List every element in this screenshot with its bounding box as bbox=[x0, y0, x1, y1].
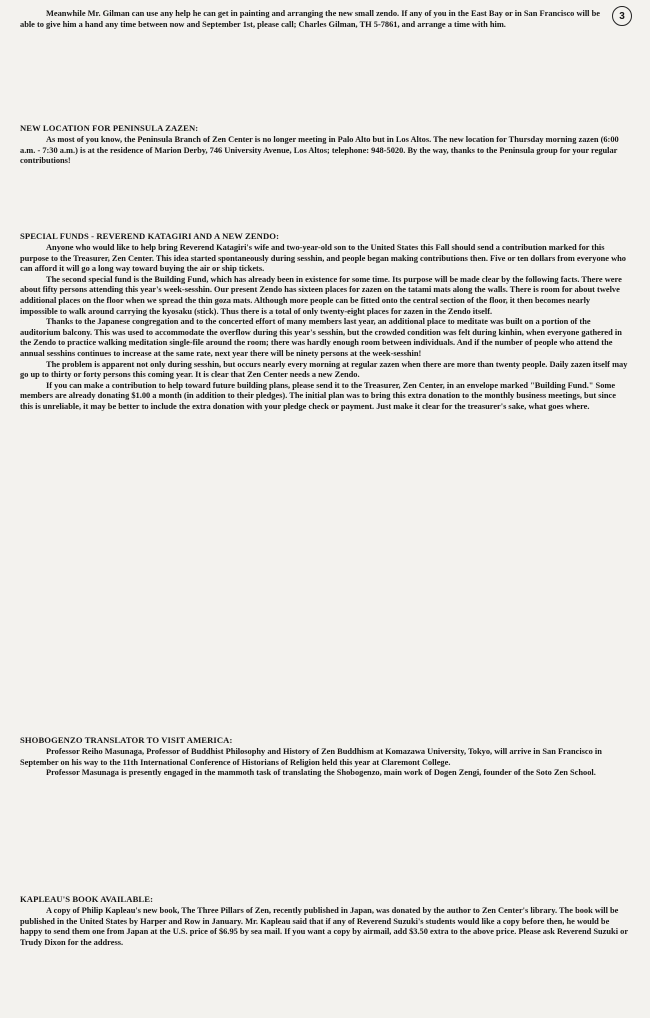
intro-block bbox=[20, 9, 605, 30]
section-paragraph: A copy of Philip Kapleau's new book, The Three Pillars of Zen, recently published in Japan, was donated by the author to Zen Center's library. The book will be published in the United States by Harper and Row in January. Mr. Kapleau said that if any of Reverend Suzuki's students would like a copy before then, he would be happy to send them one from Japan at the U.S. price of $6.95 by sea mail. If you want a copy by airmail, add $3.50 extra to the above price. Please ask Reverend Suzuki or Trudy Dixon for the address. bbox=[20, 906, 628, 947]
section-shobogenzo-translator bbox=[20, 735, 628, 779]
section-paragraph: As most of you know, the Peninsula Branch of Zen Center is no longer meeting in Palo Alto but in Los Altos. The new location for Thursday morning zazen (6:00 a.m. - 7:30 a.m.) is at the residence of Marion Derby, 746 University Avenue, Los Altos; telephone: 948-5020. By the way, thanks to the Peninsula group for your regular contributions! bbox=[20, 135, 619, 166]
section-heading: NEW LOCATION FOR PENINSULA ZAZEN: bbox=[20, 123, 199, 133]
section-special-funds bbox=[20, 231, 628, 413]
page-number: 3 bbox=[619, 10, 625, 22]
section-paragraph: Professor Masunaga is presently engaged in the mammoth task of translating the Shobogenzo, main work of Dogen Zengi, founder of the Soto Zen School. bbox=[46, 768, 596, 778]
section-paragraph: The second special fund is the Building Fund, which has already been in existence for some time. Its purpose will be made clear by the following facts. There were about fifty persons attending this year's week-sesshin. Our present Zendo has sixteen places for zazen on the tatami mats along the walls. There is room for about twelve additional places on the floor when we spread the thin goza mats. Although more people can be fitted onto the central section of the floor, it then becomes nearly impossible to walk around carrying the kyosaku (stick). Thus there is a total of only twenty-eight places for zazen in the Zendo itself. bbox=[20, 274, 622, 316]
section-heading: KAPLEAU'S BOOK AVAILABLE: bbox=[20, 894, 154, 904]
page-number-badge bbox=[612, 6, 632, 26]
section-paragraph: If you can make a contribution to help toward future building plans, please send it to the Treasurer, Zen Center, in an envelope marked "Building Fund." Some members are already donating $1.00 a month (in addition to their pledges). The initial plan was to bring this extra donation to the monthly business meetings, but since this is unreliable, it may be better to include the extra donation with your pledge check or payment. Just make it clear for the treasurer's sake, what goes where. bbox=[20, 380, 616, 411]
section-paragraph: Thanks to the Japanese congregation and to the concerted effort of many members last year, an additional place to meditate was built on a portion of the auditorium balcony. This was used to accommodate the overflow during this year's sesshin, but the crowded condition was felt during kinhin, when everyone gathered in the Zendo to practice walking meditation single-file around the room; there was hardly enough room between individuals. And if the number of people who attend the annual sesshins continues to increase at the same rate, next year there will be ninety persons at the week-sesshin! bbox=[20, 317, 622, 358]
section-peninsula-zazen bbox=[20, 123, 628, 167]
section-kapleau-book bbox=[20, 894, 628, 948]
section-heading: SPECIAL FUNDS - REVEREND KATAGIRI AND A NEW ZENDO: bbox=[20, 231, 280, 241]
section-paragraph: The problem is apparent not only during sesshin, but occurs nearly every morning at regular zazen when there are more than twenty people. Daily zazen itself may go up to thirty or forty persons this coming year. It is clear that Zen Center needs a new Zendo. bbox=[20, 359, 628, 380]
section-heading: SHOBOGENZO TRANSLATOR TO VISIT AMERICA: bbox=[20, 735, 233, 745]
intro-paragraph: Meanwhile Mr. Gilman can use any help he can get in painting and arranging the new small zendo. If any of you in the East Bay or in San Francisco will be able to give him a hand any time between now and September 1st, please call; Charles Gilman, TH 5-7861, and arrange a time with him. bbox=[20, 9, 600, 29]
section-paragraph: Professor Reiho Masunaga, Professor of Buddhist Philosophy and History of Zen Buddhism at Komazawa University, Tokyo, will arrive in San Francisco in September on his way to the 11th International Conference of Historians of Religion held this year at Claremont College. bbox=[20, 747, 602, 767]
section-paragraph: Anyone who would like to help bring Reverend Katagiri's wife and two-year-old son to the United States this Fall should send a contribution marked for this purpose to the Treasurer, Zen Center. This idea started spontaneously during sesshin, and people began making contributions then. Five or ten dollars from everyone who can afford it will go a long way toward buying the air or ship tickets. bbox=[20, 243, 626, 274]
